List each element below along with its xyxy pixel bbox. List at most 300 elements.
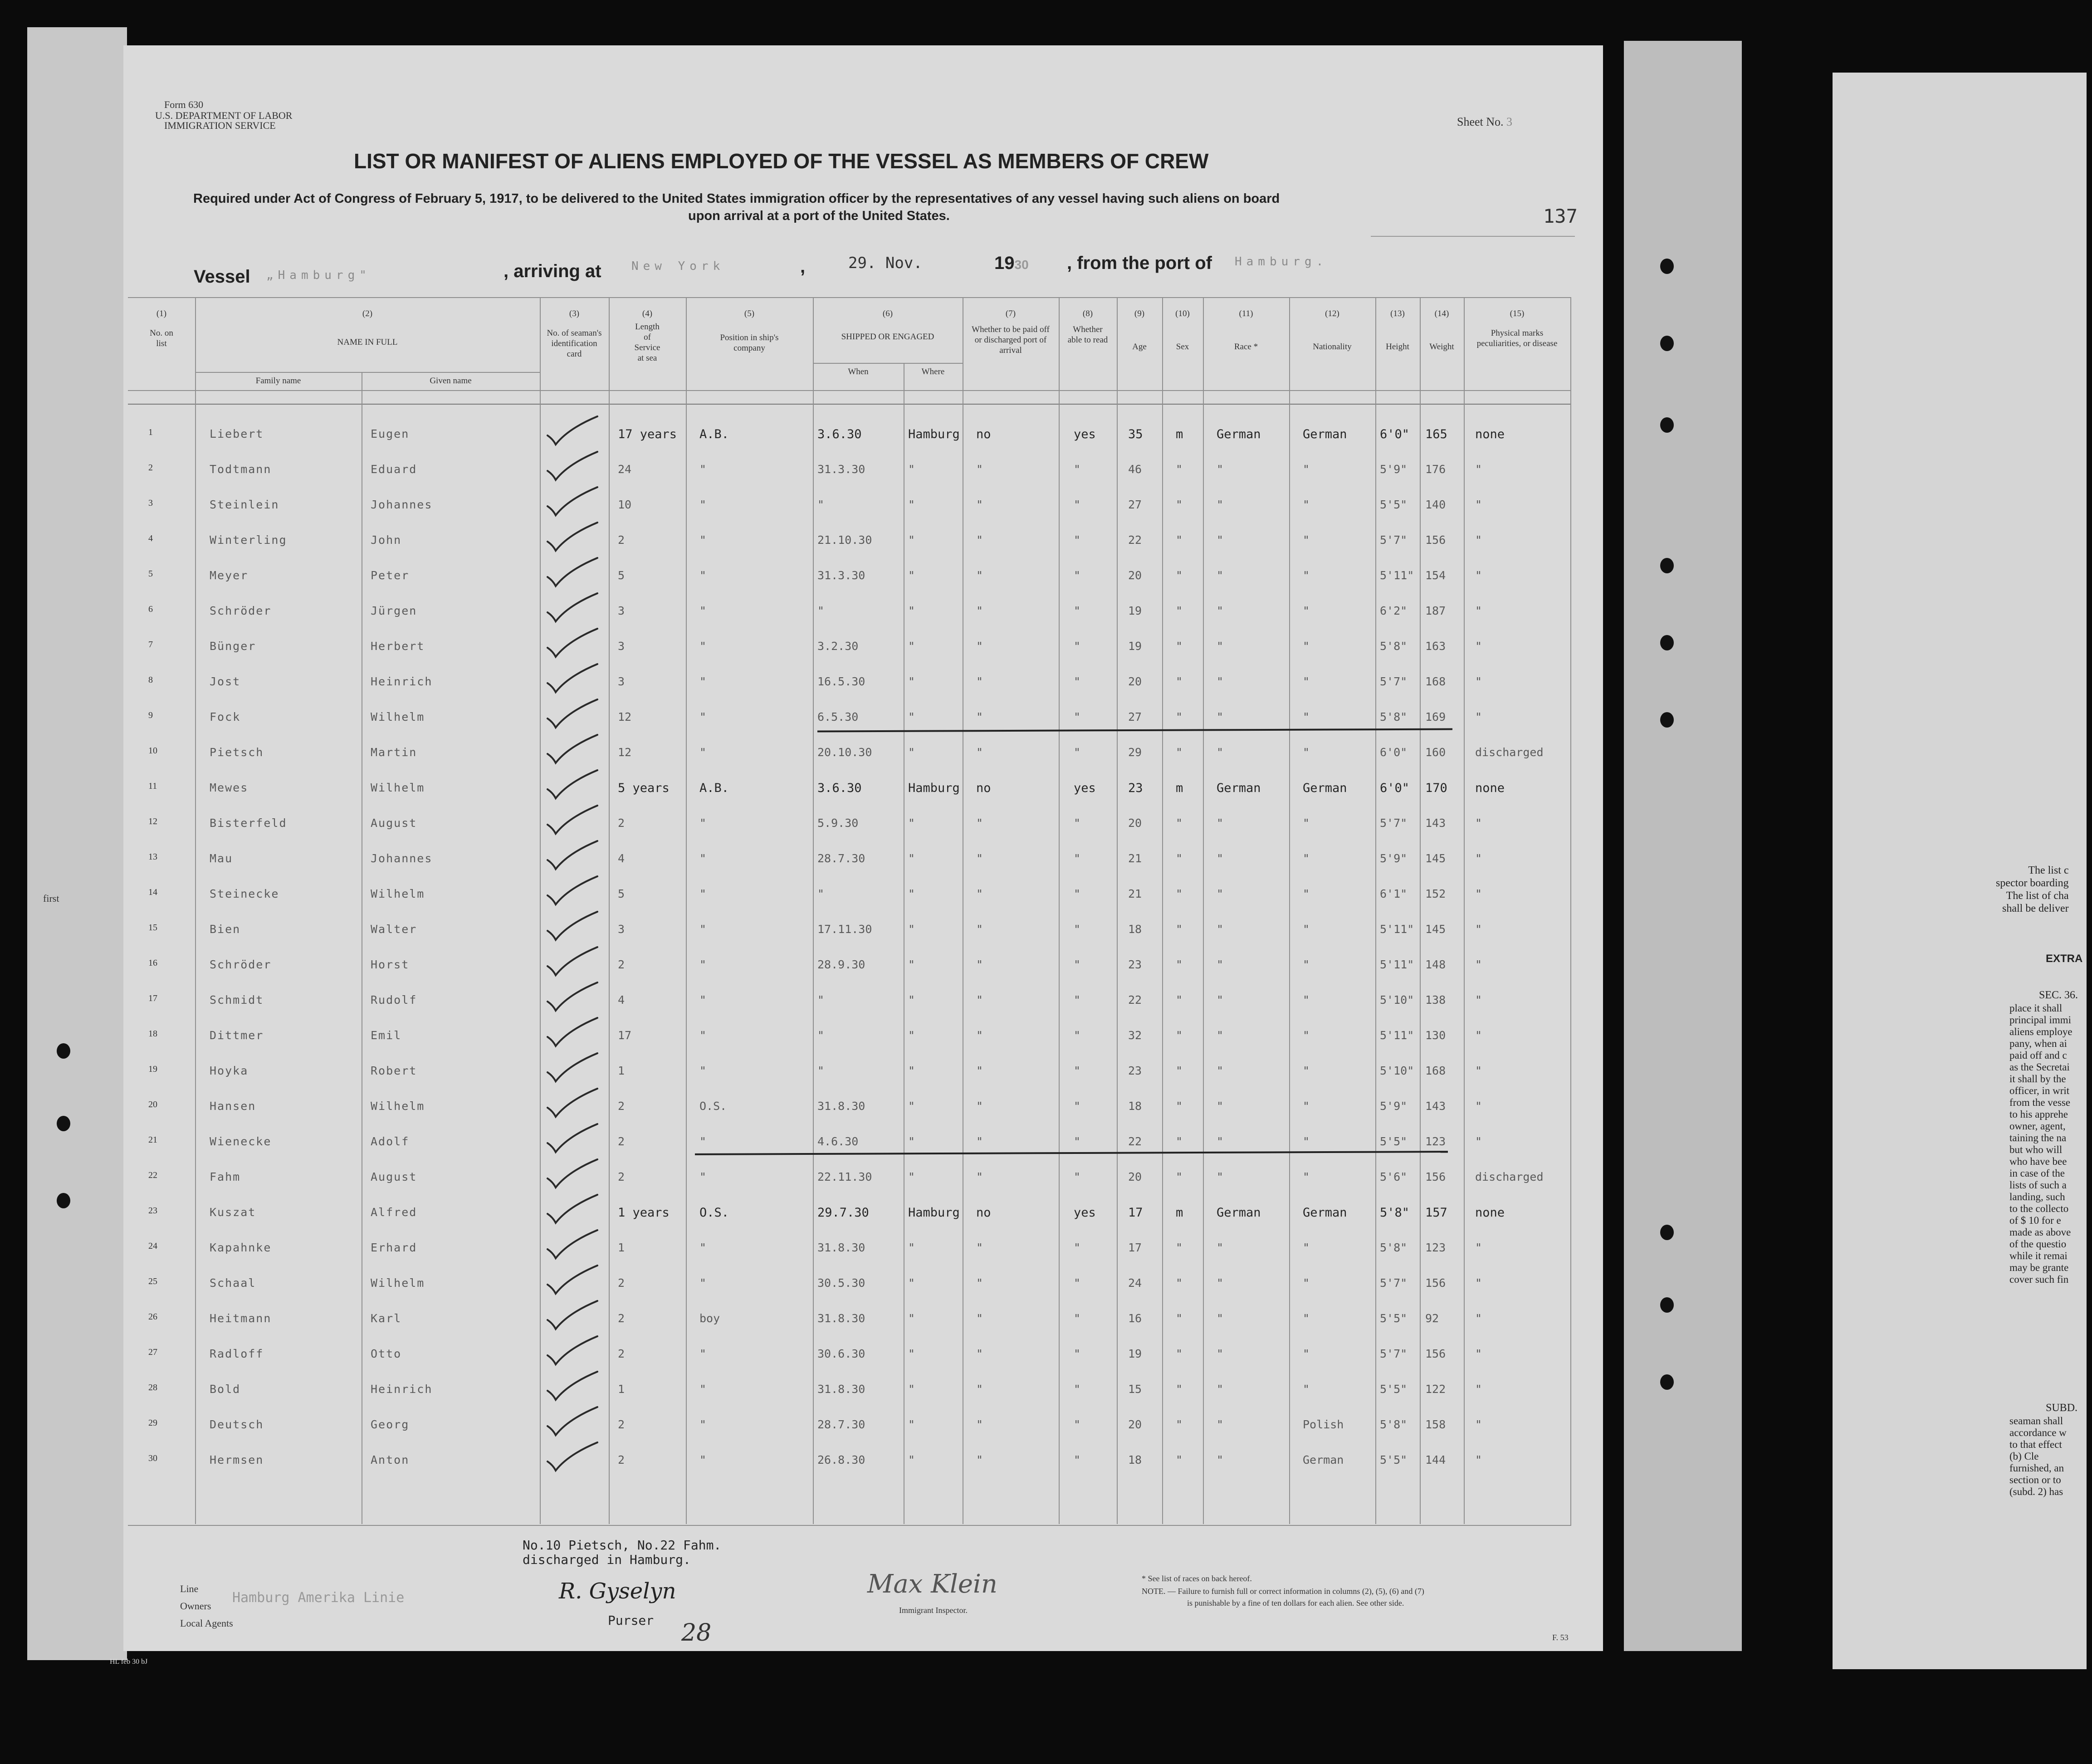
check-mark-icon xyxy=(543,1226,602,1262)
table-row xyxy=(123,1266,1570,1302)
right-page-line: pany, when ai xyxy=(2009,1038,2067,1049)
page-number: 137 xyxy=(1543,205,1578,227)
cell-position: " xyxy=(699,1241,707,1254)
cell-paid: " xyxy=(976,533,983,547)
cell-sex: " xyxy=(1176,746,1183,759)
cell-race: " xyxy=(1217,675,1224,688)
cell-when: 3.6.30 xyxy=(817,781,862,795)
cell-marks: " xyxy=(1475,923,1482,936)
cell-weight: 156 xyxy=(1425,1347,1446,1360)
cell-weight: 143 xyxy=(1425,816,1446,830)
cell-service: 5 xyxy=(618,887,625,900)
cell-weight: 156 xyxy=(1425,533,1446,547)
cell-sex: " xyxy=(1176,923,1183,936)
cell-position: " xyxy=(699,1029,707,1042)
cell-where: " xyxy=(908,1453,915,1466)
binder-hole xyxy=(1660,417,1674,433)
cell-service: 1 xyxy=(618,1241,625,1254)
cell-read: " xyxy=(1074,1241,1081,1254)
cell-paid: " xyxy=(976,1099,983,1113)
cell-sex: " xyxy=(1176,1099,1183,1113)
cell-race: " xyxy=(1217,1064,1224,1077)
cell-where: " xyxy=(908,746,915,759)
inspector-label: Immigrant Inspector. xyxy=(899,1606,968,1615)
cell-sex: " xyxy=(1176,1383,1183,1396)
cell-race: " xyxy=(1217,993,1224,1007)
col-header-4: (4) Length of Service at sea xyxy=(634,309,660,363)
cell-read: " xyxy=(1074,1347,1081,1360)
cell-no: 20 xyxy=(148,1099,157,1109)
right-page-body xyxy=(2009,1002,2072,1285)
binding-strip xyxy=(1624,41,1742,1651)
cell-paid: " xyxy=(976,498,983,511)
cell-no: 10 xyxy=(148,746,157,756)
cell-race: " xyxy=(1217,1418,1224,1431)
cell-family: Jost xyxy=(210,675,241,688)
cell-nationality: " xyxy=(1303,852,1310,865)
year-field: 1930 xyxy=(994,253,1029,273)
cell-service: 4 xyxy=(618,993,625,1007)
right-page-line: may be grante xyxy=(2009,1262,2069,1273)
cell-no: 24 xyxy=(148,1241,157,1251)
cell-service: 2 xyxy=(618,1312,625,1325)
left-margin-word: first xyxy=(43,893,59,904)
cell-paid: no xyxy=(976,1206,991,1220)
cell-when: 31.3.30 xyxy=(817,569,865,582)
cell-no: 17 xyxy=(148,993,157,1003)
cell-age: 20 xyxy=(1128,1418,1142,1431)
cell-sex: " xyxy=(1176,1347,1183,1360)
cell-height: 5'8" xyxy=(1380,1418,1408,1431)
check-mark-icon xyxy=(543,1439,602,1474)
table-row xyxy=(123,488,1570,523)
cell-position: " xyxy=(699,710,707,723)
cell-marks: " xyxy=(1475,852,1482,865)
cell-where: " xyxy=(908,640,915,653)
cell-read: " xyxy=(1074,958,1081,971)
cell-given: Peter xyxy=(371,569,410,582)
cell-family: Fock xyxy=(210,710,241,723)
cell-race: " xyxy=(1217,923,1224,936)
cell-service: 5 xyxy=(618,569,625,582)
cell-height: 5'7" xyxy=(1380,1276,1408,1290)
col-header-7: (7) Whether to be paid off or discharged port of arrival xyxy=(972,309,1050,355)
cell-family: Meyer xyxy=(210,569,249,582)
cell-read: " xyxy=(1074,816,1081,830)
cell-weight: 160 xyxy=(1425,746,1446,759)
cell-read: " xyxy=(1074,463,1081,476)
cell-service: 2 xyxy=(618,1099,625,1113)
cell-read: " xyxy=(1074,533,1081,547)
cell-sex: " xyxy=(1176,993,1183,1007)
cell-where: Hamburg xyxy=(908,1206,960,1220)
cell-race: " xyxy=(1217,958,1224,971)
table-row xyxy=(123,913,1570,948)
cell-family: Pietsch xyxy=(210,746,264,759)
cell-family: Mau xyxy=(210,852,233,865)
cell-service: 1 years xyxy=(618,1206,670,1220)
printer-code: HL feb 30 bJ xyxy=(110,1658,148,1666)
cell-family: Bisterfeld xyxy=(210,816,287,830)
cell-position: " xyxy=(699,887,707,900)
right-page-line: in case of the xyxy=(2009,1168,2065,1179)
check-mark-icon xyxy=(543,590,602,625)
cell-given: Wilhelm xyxy=(371,781,425,794)
cell-position: " xyxy=(699,569,707,582)
cell-when: 17.11.30 xyxy=(817,923,872,936)
cell-sex: " xyxy=(1176,1276,1183,1290)
cell-position: boy xyxy=(699,1312,720,1325)
cell-position: " xyxy=(699,640,707,653)
cell-when: 4.6.30 xyxy=(817,1135,859,1148)
arriving-label: , arriving at xyxy=(503,261,601,281)
cell-weight: 187 xyxy=(1425,604,1446,617)
cell-sex: " xyxy=(1176,640,1183,653)
cell-given: Georg xyxy=(371,1418,410,1431)
cell-no: 21 xyxy=(148,1135,157,1145)
sheet-number: 3 xyxy=(1506,115,1513,128)
cell-nationality: German xyxy=(1303,427,1347,441)
cell-age: 22 xyxy=(1128,533,1142,547)
cell-sex: " xyxy=(1176,1064,1183,1077)
cell-given: Wilhelm xyxy=(371,1276,425,1290)
cell-family: Bünger xyxy=(210,640,256,653)
cell-height: 5'7" xyxy=(1380,816,1408,830)
cell-where: " xyxy=(908,1383,915,1396)
check-mark-icon xyxy=(543,1262,602,1297)
cell-nationality: Polish xyxy=(1303,1418,1344,1431)
cell-read: " xyxy=(1074,1276,1081,1290)
table-row xyxy=(123,630,1570,665)
cell-age: 20 xyxy=(1128,816,1142,830)
cell-where: " xyxy=(908,1276,915,1290)
cell-height: 5'11" xyxy=(1380,569,1414,582)
cell-when: 29.7.30 xyxy=(817,1206,869,1220)
right-page-line: but who will xyxy=(2009,1144,2063,1155)
cell-when: 31.3.30 xyxy=(817,463,865,476)
cell-paid: no xyxy=(976,781,991,795)
cell-position: A.B. xyxy=(699,781,729,795)
cell-given: Otto xyxy=(371,1347,402,1360)
cell-read: " xyxy=(1074,852,1081,865)
cell-position: " xyxy=(699,923,707,936)
subtitle-line1: Required under Act of Congress of February 5, 1917, to be delivered to the United States immigration officer by the representatives of any vessel having such aliens on board xyxy=(193,191,1280,206)
cell-age: 21 xyxy=(1128,887,1142,900)
cell-nationality: German xyxy=(1303,1206,1347,1220)
col-header-15: (15) Physical marks peculiarities, or disease xyxy=(1476,309,1558,348)
binder-hole xyxy=(1660,635,1674,650)
cell-given: Alfred xyxy=(371,1206,417,1219)
left-adjacent-page xyxy=(27,27,127,1660)
cell-no: 5 xyxy=(148,569,153,579)
table-row xyxy=(123,771,1570,806)
cell-family: Steinlein xyxy=(210,498,279,511)
cell-weight: 170 xyxy=(1425,781,1447,795)
cell-family: Kuszat xyxy=(210,1206,256,1219)
owner-value: Hamburg Amerika Linie xyxy=(232,1590,405,1606)
cell-read: " xyxy=(1074,1453,1081,1466)
table-row xyxy=(123,1373,1570,1408)
cell-sex: " xyxy=(1176,710,1183,723)
cell-given: John xyxy=(371,533,402,547)
agents-label: Local Agents xyxy=(180,1617,233,1629)
cell-where: " xyxy=(908,1099,915,1113)
cell-paid: " xyxy=(976,1170,983,1183)
cell-height: 5'5" xyxy=(1380,1383,1408,1396)
cell-service: 12 xyxy=(618,710,632,723)
cell-given: Wilhelm xyxy=(371,1099,425,1113)
cell-service: 10 xyxy=(618,498,632,511)
cell-service: 2 xyxy=(618,1453,625,1466)
cell-given: Martin xyxy=(371,746,417,759)
cell-no: 14 xyxy=(148,887,157,897)
cell-marks: " xyxy=(1475,1029,1482,1042)
cell-where: " xyxy=(908,1312,915,1325)
right-page-section: SEC. 36. xyxy=(2039,989,2078,1001)
right-page-intro: The list c spector boarding The list of cha shall be deliver xyxy=(1996,865,2069,914)
fine-note-1: NOTE. — Failure to furnish full or correct information in columns (2), (5), (6) and (7) xyxy=(1142,1587,1424,1596)
cell-when: 22.11.30 xyxy=(817,1170,872,1183)
cell-read: " xyxy=(1074,1383,1081,1396)
cell-paid: " xyxy=(976,604,983,617)
cell-nationality: " xyxy=(1303,1029,1310,1042)
cell-where: " xyxy=(908,887,915,900)
cell-race: German xyxy=(1217,781,1261,795)
cell-family: Schaal xyxy=(210,1276,256,1290)
check-mark-icon xyxy=(543,1156,602,1191)
right-page-line: seaman shall xyxy=(2009,1415,2063,1427)
cell-no: 9 xyxy=(148,710,153,720)
cell-nationality: " xyxy=(1303,1383,1310,1396)
cell-position: " xyxy=(699,675,707,688)
arrival-date: 29. Nov. xyxy=(848,254,923,272)
right-page-line: taining the na xyxy=(2009,1132,2067,1143)
races-note: * See list of races on back hereof. xyxy=(1142,1574,1252,1583)
cell-nationality: " xyxy=(1303,887,1310,900)
cell-paid: " xyxy=(976,675,983,688)
col-header-13: (13) Height xyxy=(1386,309,1409,352)
cell-position: " xyxy=(699,1276,707,1290)
from-port-label: , from the port of xyxy=(1067,253,1212,273)
cell-service: 2 xyxy=(618,1276,625,1290)
department-label: U.S. DEPARTMENT OF LABOR xyxy=(155,110,293,121)
col-header-6-where: Where xyxy=(921,367,945,376)
cell-no: 15 xyxy=(148,923,157,933)
table-row xyxy=(123,523,1570,559)
cell-no: 13 xyxy=(148,852,157,862)
cell-no: 30 xyxy=(148,1453,157,1463)
right-page-line: owner, agent, xyxy=(2009,1120,2066,1132)
table-row xyxy=(123,806,1570,842)
cell-weight: 168 xyxy=(1425,1064,1446,1077)
table-row xyxy=(123,948,1570,983)
cell-height: 6'1" xyxy=(1380,887,1408,900)
cell-nationality: " xyxy=(1303,923,1310,936)
cell-when: 20.10.30 xyxy=(817,746,872,759)
cell-weight: 92 xyxy=(1425,1312,1439,1325)
cell-family: Hermsen xyxy=(210,1453,264,1466)
cell-family: Deutsch xyxy=(210,1418,264,1431)
check-mark-icon xyxy=(543,484,602,519)
cell-when: 28.7.30 xyxy=(817,1418,865,1431)
cell-where: Hamburg xyxy=(908,781,960,795)
cell-given: Johannes xyxy=(371,498,433,511)
check-mark-icon xyxy=(543,413,602,448)
manifest-page xyxy=(110,45,1603,1666)
cell-position: " xyxy=(699,498,707,511)
cell-paid: " xyxy=(976,1064,983,1077)
cell-height: 5'8" xyxy=(1380,710,1408,723)
right-page-line: as the Secretai xyxy=(2009,1061,2070,1073)
cell-service: 2 xyxy=(618,816,625,830)
col-header-6-when: When xyxy=(848,367,869,376)
cell-marks: " xyxy=(1475,604,1482,617)
cell-paid: " xyxy=(976,923,983,936)
check-mark-icon xyxy=(543,1191,602,1226)
cell-nationality: " xyxy=(1303,710,1310,723)
cell-race: " xyxy=(1217,1135,1224,1148)
vessel-name: „Hamburg" xyxy=(266,269,371,282)
cell-when: 31.8.30 xyxy=(817,1241,865,1254)
right-page-line: to the collecto xyxy=(2009,1203,2069,1214)
cell-position: " xyxy=(699,1347,707,1360)
table-row xyxy=(123,1443,1570,1479)
cell-age: 15 xyxy=(1128,1383,1142,1396)
cell-family: Kapahnke xyxy=(210,1241,272,1254)
cell-service: 3 xyxy=(618,640,625,653)
cell-race: " xyxy=(1217,533,1224,547)
cell-family: Bold xyxy=(210,1383,241,1396)
cell-no: 8 xyxy=(148,675,153,685)
cell-where: " xyxy=(908,675,915,688)
cell-read: " xyxy=(1074,1170,1081,1183)
cell-weight: 163 xyxy=(1425,640,1446,653)
cell-when: 5.9.30 xyxy=(817,816,859,830)
vessel-label: Vessel xyxy=(194,267,250,287)
right-page-line: furnished, an xyxy=(2009,1462,2064,1474)
cell-sex: " xyxy=(1176,1170,1183,1183)
col-header-14: (14) Weight xyxy=(1429,309,1454,352)
cell-age: 17 xyxy=(1128,1241,1142,1254)
table-row xyxy=(123,1196,1570,1231)
cell-position: " xyxy=(699,533,707,547)
cell-sex: " xyxy=(1176,498,1183,511)
date-underline xyxy=(1371,236,1575,237)
cell-weight: 123 xyxy=(1425,1135,1446,1148)
cell-paid: " xyxy=(976,1347,983,1360)
cell-when: 31.8.30 xyxy=(817,1099,865,1113)
subtitle-line2: upon arrival at a port of the United States. xyxy=(688,209,950,223)
cell-height: 6'0" xyxy=(1380,427,1410,441)
table-row xyxy=(123,594,1570,630)
cell-marks: " xyxy=(1475,675,1482,688)
cell-race: " xyxy=(1217,1029,1224,1042)
cell-no: 18 xyxy=(148,1029,157,1039)
cell-sex: " xyxy=(1176,463,1183,476)
cell-nationality: " xyxy=(1303,958,1310,971)
cell-nationality: " xyxy=(1303,533,1310,547)
cell-service: 2 xyxy=(618,958,625,971)
cell-sex: m xyxy=(1176,1206,1183,1220)
cell-paid: " xyxy=(976,746,983,759)
cell-marks: " xyxy=(1475,1347,1482,1360)
table-row xyxy=(123,665,1570,700)
cell-age: 18 xyxy=(1128,1453,1142,1466)
cell-service: 2 xyxy=(618,1418,625,1431)
cell-position: " xyxy=(699,1453,707,1466)
table-row xyxy=(123,1337,1570,1373)
cell-no: 12 xyxy=(148,816,157,826)
cell-when: 6.5.30 xyxy=(817,710,859,723)
cell-given: Wilhelm xyxy=(371,710,425,723)
right-page-line: of the questio xyxy=(2009,1238,2067,1250)
cell-given: Jürgen xyxy=(371,604,417,617)
cell-age: 23 xyxy=(1128,781,1143,795)
purser-signature: R. Gyselyn xyxy=(559,1578,676,1604)
cell-sex: " xyxy=(1176,852,1183,865)
cell-nationality: " xyxy=(1303,746,1310,759)
cell-paid: " xyxy=(976,640,983,653)
cell-where: " xyxy=(908,604,915,617)
cell-weight: 165 xyxy=(1425,427,1447,441)
cell-when: 26.8.30 xyxy=(817,1453,865,1466)
cell-family: Schröder xyxy=(210,604,272,617)
cell-sex: " xyxy=(1176,958,1183,971)
cell-read: " xyxy=(1074,1312,1081,1325)
right-page-line: while it remai xyxy=(2009,1250,2068,1261)
cell-marks: " xyxy=(1475,463,1482,476)
cell-race: " xyxy=(1217,746,1224,759)
table-row xyxy=(123,1231,1570,1266)
cell-given: Herbert xyxy=(371,640,425,653)
cell-position: O.S. xyxy=(699,1206,729,1220)
cell-age: 20 xyxy=(1128,1170,1142,1183)
cell-position: " xyxy=(699,1383,707,1396)
col-header-3: (3) No. of seaman's identification card xyxy=(547,309,602,359)
cell-given: Erhard xyxy=(371,1241,417,1254)
cell-race: " xyxy=(1217,1383,1224,1396)
cell-no: 2 xyxy=(148,463,153,473)
table-row xyxy=(123,1160,1570,1196)
cell-position: " xyxy=(699,993,707,1007)
shipped-subheader-rule xyxy=(813,363,963,364)
discharge-note-2: discharged in Hamburg. xyxy=(523,1552,691,1567)
cell-nationality: " xyxy=(1303,640,1310,653)
cell-read: yes xyxy=(1074,427,1096,441)
cell-race: " xyxy=(1217,1170,1224,1183)
cell-read: " xyxy=(1074,923,1081,936)
cell-no: 1 xyxy=(148,427,153,437)
right-page-subd-body xyxy=(2009,1415,2067,1498)
cell-where: " xyxy=(908,569,915,582)
cell-paid: " xyxy=(976,816,983,830)
table-row xyxy=(123,1408,1570,1443)
right-page-line: place it shall xyxy=(2009,1002,2063,1014)
form-number: Form 630 xyxy=(164,99,204,110)
cell-nationality: " xyxy=(1303,816,1310,830)
cell-no: 4 xyxy=(148,533,153,543)
cell-height: 5'9" xyxy=(1380,852,1408,865)
cell-weight: 176 xyxy=(1425,463,1446,476)
cell-marks: " xyxy=(1475,1383,1482,1396)
cell-when: 16.5.30 xyxy=(817,675,865,688)
cell-paid: " xyxy=(976,569,983,582)
check-mark-icon xyxy=(543,1403,602,1439)
cell-paid: " xyxy=(976,1453,983,1466)
cell-weight: 154 xyxy=(1425,569,1446,582)
cell-family: Heitmann xyxy=(210,1312,272,1325)
comma: , xyxy=(800,257,806,277)
